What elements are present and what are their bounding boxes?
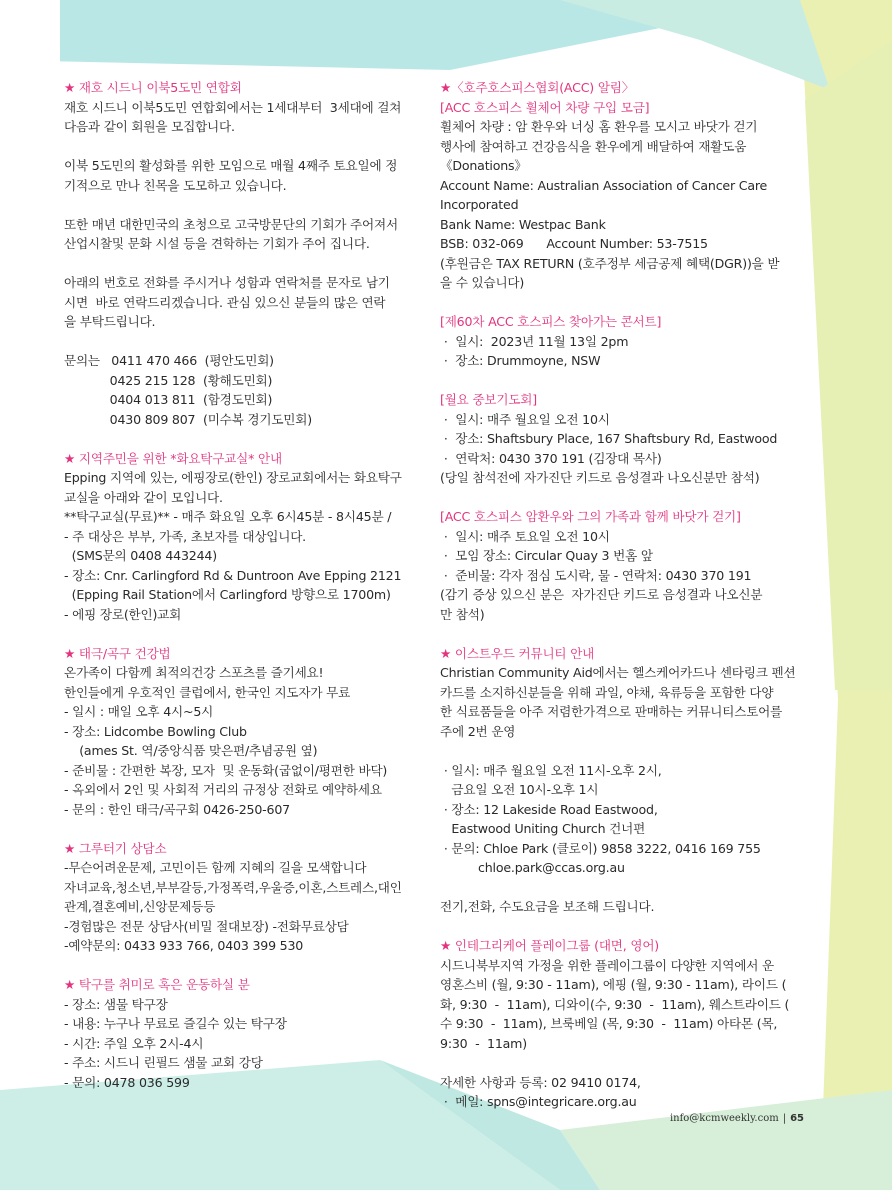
section-subheading: [월요 중보기도회] — [440, 392, 537, 407]
text-line: Incorporated — [440, 197, 519, 212]
paragraph-gap — [440, 878, 796, 898]
section-subheading: [ACC 호스피스 휠체어 차량 구입 모금] — [440, 99, 650, 115]
bg-teal-shape-right — [805, 40, 892, 690]
text-line: 금요일 오전 10시-오후 1시 — [440, 782, 599, 797]
section-heading: ★ 지역주민을 위한 *화요탁구교실* 안내 — [64, 450, 282, 466]
text-line: 이북 5도민의 활성화를 위한 모임으로 매월 4째주 토요일에 정 — [64, 158, 398, 173]
notice-section — [440, 78, 796, 293]
text-line: - 시간: 주일 오후 2시-4시 — [64, 1035, 204, 1051]
text-line: 문의는 0411 470 466 (평안도민회) — [64, 353, 274, 368]
text-line: (SMS문의 0408 443244) — [64, 548, 217, 563]
notice-section — [440, 936, 796, 1112]
text-line: 또한 매년 대한민국의 초청으로 고국방문단의 기회가 주어져서 — [64, 216, 398, 232]
text-line: 영혼스비 (월, 9:30 - 11am), 에핑 (월, 9:30 - 11am), 라이드 ( — [440, 977, 787, 992]
text-line: · 일시: 2023년 11월 13일 2pm — [440, 333, 629, 349]
notice-section — [64, 644, 426, 820]
section-heading: ★ 이스트우드 커뮤니티 안내 — [440, 645, 595, 661]
right-column — [440, 78, 796, 1131]
text-line: **탁구교실(무료)** - 매주 화요일 오후 6시45분 - 8시45분 / — [64, 509, 392, 524]
text-line: Christian Community Aid에서는 헬스케어카드나 센타링크 펜션 — [440, 665, 796, 680]
section-heading: ★ 태극/곡구 건강법 — [64, 645, 171, 661]
notice-section — [64, 975, 426, 1092]
left-column — [64, 78, 426, 1112]
text-line: (Epping Rail Station에서 Carlingford 방향으로 1700m) — [64, 587, 391, 602]
text-line: 을 부탁드립니다. — [64, 314, 156, 329]
text-line: 자세한 사항과 등록: 02 9410 0174, — [440, 1074, 641, 1090]
text-line: · 연락처: 0430 370 191 (김장대 목사) — [440, 450, 662, 466]
footer-email[interactable]: info@kcmweekly.com — [669, 1113, 779, 1124]
text-line: (당일 참석전에 자가진단 키드로 음성결과 나오신분만 참석) — [440, 470, 760, 485]
paragraph-gap — [440, 741, 796, 761]
text-line: Account Name: Australian Association of Cancer Care — [440, 177, 768, 193]
text-line: BSB: 032-069 Account Number: 53-7515 — [440, 236, 708, 251]
text-line: · 메일: spns@integricare.org.au — [440, 1094, 637, 1109]
text-line: 휠체어 차량 : 암 환우와 너싱 홈 환우를 모시고 바닷가 걷기 — [440, 119, 758, 134]
text-line: 0430 809 807 (미수복 경기도민회) — [64, 411, 312, 427]
text-line: 다음과 같이 회원을 모집합니다. — [64, 119, 235, 134]
text-line: 만 참석) — [440, 606, 485, 622]
text-line: 카드를 소지하신분들을 위해 과일, 야채, 육류등을 포함한 다양 — [440, 684, 774, 700]
bg-teal-shape-left-strip — [0, 0, 60, 1190]
text-line: -경험많은 전문 상담사(비밀 절대보장) -전화무료상담 — [64, 918, 349, 934]
text-line: (감기 증상 있으신 분은 자가진단 키드로 음성결과 나오신분 — [440, 587, 763, 602]
notice-section — [440, 312, 796, 371]
text-line: 교실을 아래와 같이 모입니다. — [64, 489, 223, 505]
text-line: 한 식료품들을 아주 저렴한가격으로 판매하는 커뮤니티스토어를 — [440, 704, 783, 719]
text-line: (ames St. 역/중앙식품 맞은편/추념공원 옆) — [64, 743, 318, 758]
text-line: 전기,전화, 수도요금을 보조해 드립니다. — [440, 899, 655, 914]
page-footer — [670, 1113, 804, 1124]
footer-separator: | — [782, 1113, 787, 1124]
text-line: 한인들에게 우호적인 클럽에서, 한국인 지도자가 무료 — [64, 684, 351, 700]
text-line: - 주소: 시드니 린필드 샘물 교회 강당 — [64, 1055, 263, 1070]
text-line: - 문의: 0478 036 599 — [64, 1074, 190, 1090]
text-line: 아래의 번호로 전화를 주시거나 성함과 연락처를 문자로 남기 — [64, 275, 390, 290]
text-line: · 장소: 12 Lakeside Road Eastwood, — [440, 801, 658, 817]
text-line: · 장소: Shaftsbury Place, 167 Shaftsbury Rd, Eastwood — [440, 431, 778, 446]
text-line: Epping 지역에 있는, 에핑장로(한인) 장로교회에서는 화요탁구 — [64, 470, 402, 485]
section-heading: ★ 그루터기 상담소 — [64, 840, 167, 856]
text-line: - 주 대상은 부부, 가족, 초보자를 대상입니다. — [64, 528, 306, 544]
section-heading: ★ 인테그리케어 플레이그룹 (대면, 영어) — [440, 938, 660, 953]
text-line: 시면 바로 연락드리겠습니다. 관심 있으신 분들의 많은 연락 — [64, 294, 386, 310]
text-line: 0425 215 128 (황해도민회) — [64, 372, 273, 388]
paragraph-gap — [64, 195, 426, 215]
section-heading: ★ 탁구를 취미로 혹은 운동하실 분 — [64, 977, 250, 992]
text-line: 《Donations》 — [440, 158, 527, 173]
notice-section — [440, 507, 796, 624]
text-line: 기적으로 만나 친목을 도모하고 있습니다. — [64, 177, 287, 193]
text-line: · 준비물: 각자 점심 도시락, 물 - 연락처: 0430 370 191 — [440, 567, 752, 583]
text-line: 시드니북부지역 가정을 위한 플레이그룹이 다양한 지역에서 운 — [440, 957, 774, 973]
paragraph-gap — [440, 1053, 796, 1073]
notice-section — [440, 644, 796, 917]
text-line: - 문의 : 한인 태극/곡구회 0426-250-607 — [64, 801, 290, 817]
text-line: - 옥외에서 2인 및 사회적 거리의 규정상 전화로 예약하세요 — [64, 782, 382, 797]
notice-section — [64, 78, 426, 429]
text-line: 행사에 참여하고 건강음식을 환우에게 배달하여 재활도움 — [440, 138, 747, 154]
text-line: · 일시: 매주 월요일 오전 11시-오후 2시, — [440, 762, 662, 778]
section-heading: ★ 재호 시드니 이북5도민 연합회 — [64, 80, 242, 95]
text-line: 화, 9:30 - 11am), 디와이(수, 9:30 - 11am), 웨스트라이드 ( — [440, 996, 790, 1012]
text-line: - 장소: Lidcombe Bowling Club — [64, 723, 247, 739]
notice-section — [64, 839, 426, 956]
page-number: 65 — [790, 1113, 804, 1124]
text-line: 수 9:30 - 11am), 브룩베일 (목, 9:30 - 11am) 아타몬 (목, — [440, 1016, 778, 1031]
text-line: - 내용: 누구나 무료로 즐길수 있는 탁구장 — [64, 1016, 287, 1031]
text-line: · 일시: 매주 토요일 오전 10시 — [440, 528, 610, 544]
text-line: -무슨어려운문제, 고민이든 함께 지혜의 길을 모색합니다 — [64, 860, 367, 875]
paragraph-gap — [64, 254, 426, 274]
paragraph-gap — [64, 137, 426, 157]
text-line: - 에핑 장로(한인)교회 — [64, 606, 182, 622]
text-line: 0404 013 811 (함경도민회) — [64, 392, 273, 407]
text-line: 관계,결혼예비,신앙문제등등 — [64, 899, 216, 914]
text-line: 산업시찰및 문화 시설 등을 견학하는 기회가 주어 집니다. — [64, 236, 370, 251]
text-line: Eastwood Uniting Church 건너편 — [440, 821, 646, 836]
text-line: · 문의: Chloe Park (클로이) 9858 3222, 0416 169 755 — [440, 840, 761, 856]
section-subheading: [제60차 ACC 호스피스 찾아가는 콘서트] — [440, 314, 662, 329]
text-line: 자녀교육,청소년,부부갈등,가정폭력,우울증,이혼,스트레스,대인 — [64, 879, 402, 895]
notice-section — [440, 390, 796, 488]
text-line: - 장소: 샘물 탁구장 — [64, 996, 168, 1012]
text-line: · 장소: Drummoyne, NSW — [440, 353, 601, 368]
text-line: Bank Name: Westpac Bank — [440, 216, 606, 232]
section-heading: ★〈호주호스피스협회(ACC) 알림〉 — [440, 80, 635, 95]
text-line: · 모임 장소: Circular Quay 3 번홈 앞 — [440, 548, 653, 563]
text-line: 온가족이 다함께 최적의건강 스포츠를 즐기세요! — [64, 665, 324, 680]
text-line: 을 수 있습니다) — [440, 275, 525, 290]
paragraph-gap — [64, 332, 426, 352]
text-line: chloe.park@ccas.org.au — [440, 860, 625, 875]
text-line: (후원금은 TAX RETURN (호주정부 세금공제 혜택(DGR))을 받 — [440, 255, 780, 271]
text-line: 재호 시드니 이북5도민 연합회에서는 1세대부터 3세대에 걸쳐 — [64, 99, 402, 115]
text-line: - 준비물 : 간편한 복장, 모자 및 운동화(굽없이/평편한 바닥) — [64, 762, 388, 778]
section-subheading: [ACC 호스피스 암환우와 그의 가족과 함께 바닷가 걷기] — [440, 509, 741, 524]
notice-section — [64, 449, 426, 625]
text-line: 9:30 - 11am) — [440, 1035, 527, 1051]
text-line: - 장소: Cnr. Carlingford Rd & Duntroon Ave Epping 2121 — [64, 567, 402, 583]
text-line: · 일시: 매주 월요일 오전 10시 — [440, 411, 610, 427]
text-line: - 일시 : 매일 오후 4시~5시 — [64, 704, 214, 719]
text-line: 주에 2번 운영 — [440, 723, 516, 739]
text-line: -예약문의: 0433 933 766, 0403 399 530 — [64, 938, 304, 953]
